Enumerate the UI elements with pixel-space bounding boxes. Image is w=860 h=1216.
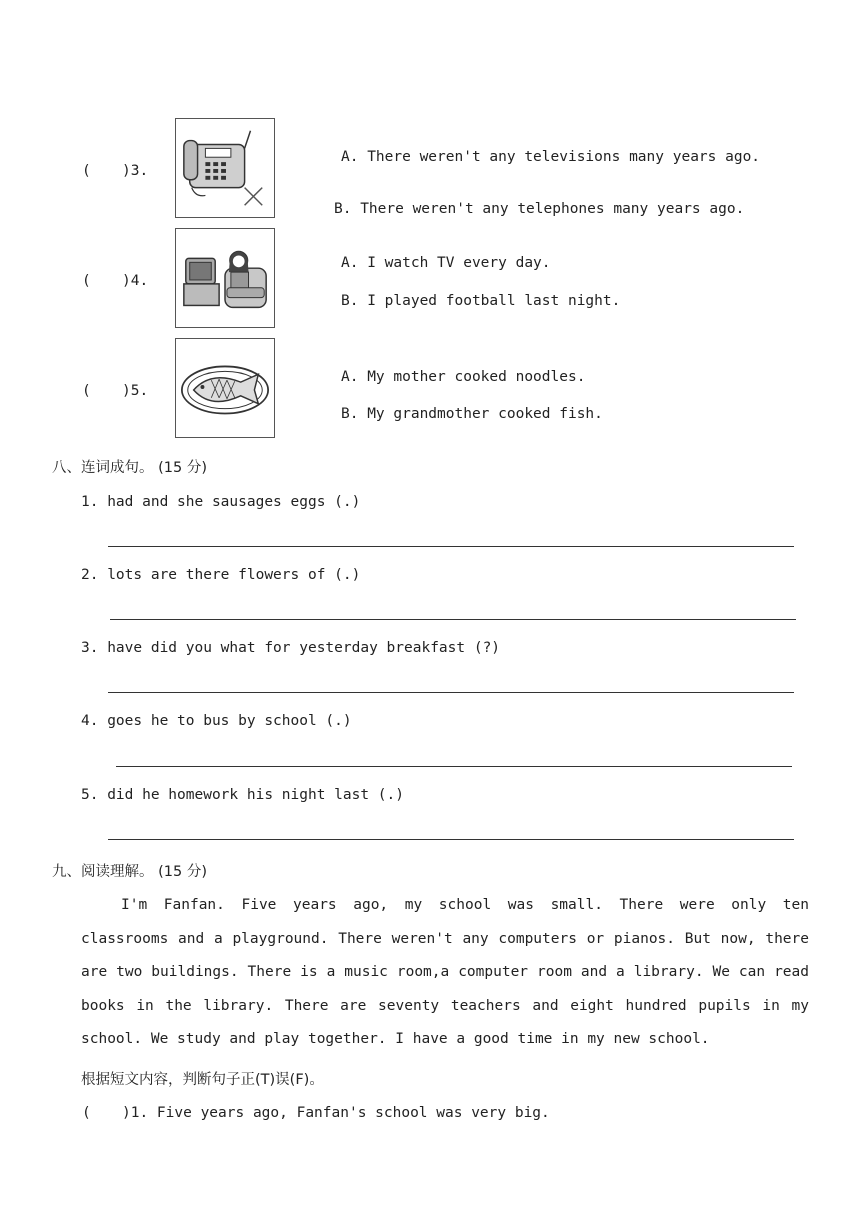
fish-on-plate-icon: [175, 338, 275, 438]
answer-line[interactable]: [108, 839, 794, 840]
true-false-question: )1. Five years ago, Fanfan's school was very big.: [122, 1105, 550, 1121]
option-a: A. I watch TV every day.: [341, 255, 551, 271]
item-number: )5.: [122, 383, 149, 399]
section-heading: 八、连词成句。 (15 分): [52, 460, 207, 476]
sentence-prompt: 2. lots are there flowers of (.): [81, 567, 361, 583]
answer-line[interactable]: [108, 546, 794, 547]
girl-watching-tv-icon: [175, 228, 275, 328]
sentence-prompt: 1. had and she sausages eggs (.): [81, 494, 361, 510]
answer-paren: (: [82, 273, 91, 289]
answer-line[interactable]: [108, 692, 794, 693]
answer-line[interactable]: [116, 766, 792, 767]
section-heading: 九、阅读理解。 (15 分): [52, 864, 207, 880]
item-number: )4.: [122, 273, 149, 289]
answer-paren: (: [82, 383, 91, 399]
answer-paren: (: [82, 1105, 91, 1121]
reading-passage: [81, 889, 809, 1057]
sentence-prompt: 3. have did you what for yesterday breakfast (?): [81, 640, 501, 656]
option-b: B. There weren't any telephones many years ago.: [334, 201, 745, 217]
item-number: )3.: [122, 163, 149, 179]
option-b: B. I played football last night.: [341, 293, 621, 309]
telephone-crossed-icon: [175, 118, 275, 218]
option-a: A. There weren't any televisions many years ago.: [341, 149, 761, 165]
option-a: A. My mother cooked noodles.: [341, 369, 586, 385]
sentence-prompt: 4. goes he to bus by school (.): [81, 713, 352, 729]
option-b: B. My grandmother cooked fish.: [341, 406, 603, 422]
instruction-text: 根据短文内容，判断句子正(T)误(F)。: [81, 1072, 324, 1088]
passage-text: I'm Fanfan. Five years ago, my school was small. There were only ten classrooms and a playground. There weren't any computers or pianos. But now, there are two buildings. There is a music room,a computer room and a library. We can read books in the library. There are seventy teachers and eight hundred pupils in my school. We study and play together. I have a good time in my new school.: [81, 897, 809, 1047]
answer-line[interactable]: [110, 619, 796, 620]
sentence-prompt: 5. did he homework his night last (.): [81, 787, 405, 803]
answer-paren: (: [82, 163, 91, 179]
